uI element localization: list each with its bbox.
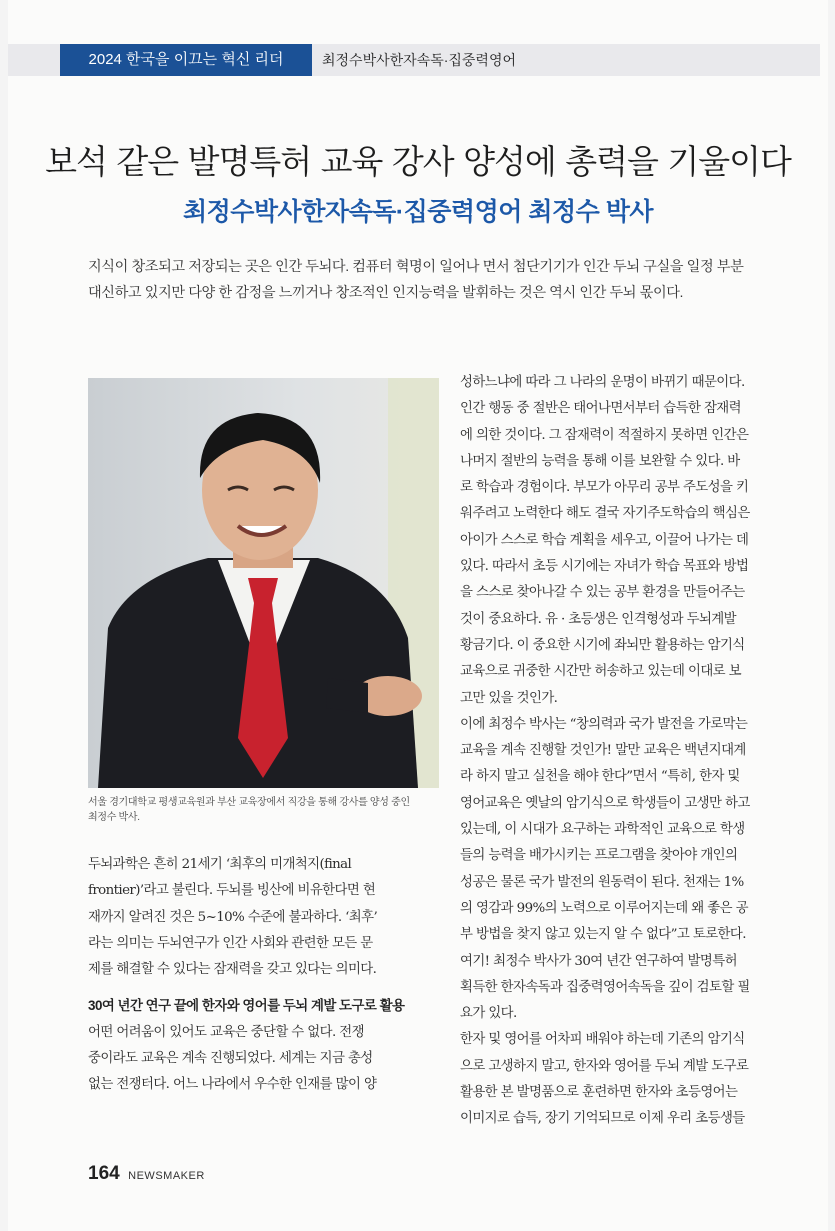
body-line: 것이 중요하다. 유 · 초등생은 인격형성과 두뇌계발 <box>460 611 736 627</box>
body-line: 교육을 계속 진행할 것인가! 말만 교육은 백년지대계 <box>460 743 746 759</box>
body-line: 이미지로 습득, 장기 기억되므로 이제 우리 초등생들 <box>460 1111 745 1127</box>
body-line: 재까지 알려진 것은 5~10% 수준에 불과하다. ‘최후’ <box>88 909 378 925</box>
page-footer <box>88 1163 205 1185</box>
section-heading: 30여 년간 연구 끝에 한자와 영어를 두뇌 계발 도구로 활용 <box>88 998 405 1014</box>
lead-line: 지식이 창조되고 저장되는 곳은 인간 두뇌다. 컴퓨터 혁명이 일어나 면서 첨단기기가 인간 두뇌 구실을 일정 부분 <box>88 259 744 275</box>
magazine-page <box>8 0 828 1231</box>
body-line: 교육으로 귀중한 시간만 허송하고 있는데 이대로 보 <box>460 664 741 680</box>
body-line: 로 학습과 경험이다. 부모가 아무리 공부 주도성을 키 <box>460 480 749 496</box>
body-line: 아이가 스스로 학습 계획을 세우고, 이끌어 나가는 데 <box>460 532 749 548</box>
body-line: 고만 있을 것인가. <box>460 690 558 706</box>
lead-line: 대신하고 있지만 다양 한 감정을 느끼거나 창조적인 인지능력을 발휘하는 것은 역시 인간 두뇌 몫이다. <box>88 285 684 301</box>
left-column <box>88 852 448 1099</box>
body-line: 영어교육은 옛날의 암기식으로 학생들이 고생만 하고 <box>460 795 750 811</box>
body-line: 성공은 물론 국가 발전의 원동력이 된다. 천재는 1% <box>460 874 744 890</box>
body-line: 제를 해결할 수 있다는 잠재력을 갖고 있다는 의미다. <box>88 962 377 978</box>
body-line: 여기! 최정수 박사가 30여 년간 연구하여 발명특허 <box>460 953 737 969</box>
body-line: 라는 의미는 두뇌연구가 인간 사회와 관련한 모든 문 <box>88 935 373 951</box>
body-line: frontier)’라고 불린다. 두뇌를 빙산에 비유한다면 현 <box>88 883 376 899</box>
article-subtitle: 최정수박사한자속독·집중력영어 최정수 박사 <box>182 198 654 226</box>
caption-line: 서울 경기대학교 평생교육원과 부산 교육장에서 직강을 통해 강사를 양성 중인 <box>88 797 410 808</box>
body-line: 라 하지 말고 실천을 해야 한다”면서 “특히, 한자 및 <box>460 769 740 785</box>
page-number: 164 <box>88 1163 120 1184</box>
lead-paragraph <box>88 254 808 306</box>
body-line: 을 스스로 찾아나갈 수 있는 공부 환경을 만들어주는 <box>460 585 745 601</box>
magazine-name: NEWSMAKER <box>128 1170 205 1182</box>
body-line: 요가 있다. <box>460 1006 517 1022</box>
body-line: 두뇌과학은 흔히 21세기 ‘최후의 미개척지(final <box>88 857 352 872</box>
body-line: 들의 능력을 배가시키는 프로그램을 찾아야 개인의 <box>460 848 738 864</box>
caption-line: 최정수 박사. <box>88 812 140 823</box>
body-line: 워주려고 노력한다 해도 결국 자기주도학습의 핵심은 <box>460 506 750 522</box>
header-band <box>8 44 820 76</box>
body-line: 에 의한 것이다. 그 잠재력이 적절하지 못하면 인간은 <box>460 427 749 443</box>
section-tag: 2024 한국을 이끄는 혁신 리더 <box>60 44 312 76</box>
article-title: 보석 같은 발명특허 교육 강사 양성에 총력을 기울이다 <box>45 142 791 181</box>
body-line: 어떤 어려움이 있어도 교육은 중단할 수 없다. 전쟁 <box>88 1024 364 1040</box>
body-line: 인간 행동 중 절반은 태어나면서부터 습득한 잠재력 <box>460 401 741 417</box>
body-line: 나머지 절반의 능력을 통해 이를 보완할 수 있다. 바 <box>460 453 740 469</box>
body-line: 으로 고생하지 말고, 한자와 영어를 두뇌 계발 도구로 <box>460 1058 749 1074</box>
body-line: 황금기다. 이 중요한 시기에 좌뇌만 활용하는 암기식 <box>460 637 745 653</box>
body-line: 성하느냐에 따라 그 나라의 운명이 바뀌기 때문이다. <box>460 375 745 390</box>
body-line: 없는 전쟁터다. 어느 나라에서 우수한 인재를 많이 양 <box>88 1077 377 1093</box>
body-line: 획득한 한자속독과 집중력영어속독을 깊이 검토할 필 <box>460 979 750 995</box>
body-line: 이에 최정수 박사는 “창의력과 국가 발전을 가로막는 <box>460 716 748 732</box>
photo-caption <box>88 795 448 825</box>
right-column <box>460 370 810 1133</box>
body-line: 한자 및 영어를 어차피 배워야 하는데 기존의 암기식 <box>460 1032 745 1048</box>
body-line: 있다. 따라서 초등 시기에는 자녀가 학습 목표와 방법 <box>460 559 749 575</box>
body-line: 의 영감과 99%의 노력으로 이루어지는데 왜 좋은 공 <box>460 900 748 916</box>
body-line: 활용한 본 발명품으로 훈련하면 한자와 초등영어는 <box>460 1085 738 1101</box>
body-line: 부 방법을 찾지 않고 있는지 알 수 없다”고 토로한다. <box>460 927 746 943</box>
portrait-photo <box>88 378 439 788</box>
portrait-illustration <box>88 378 439 788</box>
company-name: 최정수박사한자속독·집중력영어 <box>322 52 516 68</box>
body-line: 있는데, 이 시대가 요구하는 과학적인 교육으로 학생 <box>460 822 745 838</box>
body-line: 중이라도 교육은 계속 진행되었다. 세계는 지금 총성 <box>88 1051 373 1067</box>
